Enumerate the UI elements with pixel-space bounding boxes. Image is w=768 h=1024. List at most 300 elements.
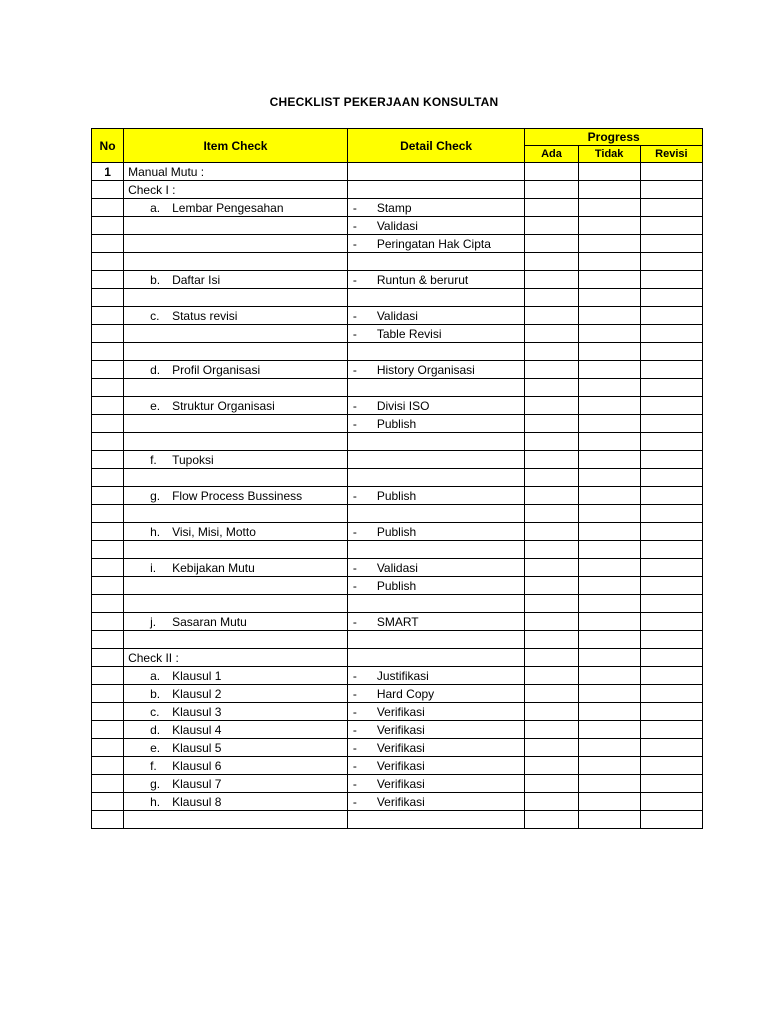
item-letter: c.: [150, 704, 160, 719]
table-row: [92, 757, 703, 775]
item-check-cell: [124, 289, 348, 307]
progress-tidak-cell[interactable]: [578, 361, 640, 379]
progress-ada-cell[interactable]: [525, 289, 578, 307]
table-row: [92, 253, 703, 271]
progress-ada-cell[interactable]: [525, 379, 578, 397]
detail-check-cell: [347, 343, 525, 361]
row-number: [92, 487, 124, 505]
item-letter: c.: [150, 308, 160, 323]
item-check-cell: [124, 775, 348, 793]
progress-tidak-cell[interactable]: [578, 415, 640, 433]
progress-ada-cell[interactable]: [525, 415, 578, 433]
row-number: [92, 739, 124, 757]
detail-check-cell: [347, 253, 525, 271]
table-row: [92, 487, 703, 505]
detail-label: Hard Copy: [376, 686, 435, 701]
row-number: [92, 271, 124, 289]
detail-check-cell: [347, 199, 525, 217]
progress-ada-cell[interactable]: [525, 775, 578, 793]
progress-revisi-cell[interactable]: [640, 379, 702, 397]
detail-label: Justifikasi: [376, 668, 429, 683]
detail-dash: -: [352, 200, 357, 215]
progress-ada-cell[interactable]: [525, 217, 578, 235]
progress-ada-cell[interactable]: [525, 433, 578, 451]
item-label: Klausul 6: [172, 758, 222, 773]
row-number: [92, 307, 124, 325]
progress-tidak-cell[interactable]: [578, 595, 640, 613]
progress-ada-cell[interactable]: [525, 325, 578, 343]
progress-ada-cell[interactable]: [525, 595, 578, 613]
item-letter: e.: [150, 398, 161, 413]
item-check-cell: [124, 163, 348, 181]
item-label: Klausul 3: [172, 704, 222, 719]
item-check-cell: [124, 505, 348, 523]
table-row: [92, 415, 703, 433]
detail-check-cell: [347, 649, 525, 667]
detail-label: Verifikasi: [376, 776, 425, 791]
item-check-cell: [124, 811, 348, 829]
item-label: Status revisi: [172, 308, 238, 323]
progress-revisi-cell[interactable]: [640, 361, 702, 379]
progress-tidak-cell[interactable]: [578, 397, 640, 415]
detail-dash: -: [352, 794, 357, 809]
progress-tidak-cell[interactable]: [578, 307, 640, 325]
item-check-cell: [124, 361, 348, 379]
progress-ada-cell[interactable]: [525, 577, 578, 595]
progress-ada-cell[interactable]: [525, 505, 578, 523]
detail-check-cell: [347, 469, 525, 487]
detail-dash: -: [352, 704, 357, 719]
table-row: [92, 433, 703, 451]
detail-label: Verifikasi: [376, 740, 425, 755]
table-row: [92, 793, 703, 811]
item-letter: f.: [150, 452, 157, 467]
item-check-cell: [124, 379, 348, 397]
progress-tidak-cell[interactable]: [578, 217, 640, 235]
item-check-cell: [124, 595, 348, 613]
progress-ada-cell[interactable]: [525, 307, 578, 325]
detail-check-cell: [347, 523, 525, 541]
section-label: Check I :: [128, 182, 176, 197]
progress-ada-cell[interactable]: [525, 613, 578, 631]
detail-label: Validasi: [376, 560, 418, 575]
progress-revisi-cell[interactable]: [640, 775, 702, 793]
progress-revisi-cell[interactable]: [640, 181, 702, 199]
progress-ada-cell[interactable]: [525, 703, 578, 721]
detail-check-cell: [347, 811, 525, 829]
row-number: [92, 181, 124, 199]
table-row: [92, 685, 703, 703]
item-label: Sasaran Mutu: [172, 614, 247, 629]
row-number: 1: [92, 163, 124, 181]
table-row: [92, 613, 703, 631]
detail-check-cell: [347, 271, 525, 289]
detail-label: SMART: [376, 614, 419, 629]
table-row: [92, 577, 703, 595]
item-letter: g.: [150, 776, 161, 791]
table-row: [92, 721, 703, 739]
item-check-cell: [124, 181, 348, 199]
item-letter: j.: [150, 614, 157, 629]
detail-check-cell: [347, 721, 525, 739]
progress-revisi-cell[interactable]: [640, 685, 702, 703]
row-number: [92, 523, 124, 541]
table-row: [92, 271, 703, 289]
progress-revisi-cell[interactable]: [640, 199, 702, 217]
progress-ada-cell[interactable]: [525, 199, 578, 217]
section-label: Check II :: [128, 650, 179, 665]
row-number: [92, 721, 124, 739]
progress-tidak-cell[interactable]: [578, 289, 640, 307]
item-label: Klausul 4: [172, 722, 222, 737]
progress-ada-cell[interactable]: [525, 361, 578, 379]
detail-label: Runtun & berurut: [376, 272, 469, 287]
row-number: [92, 235, 124, 253]
progress-ada-cell[interactable]: [525, 649, 578, 667]
progress-tidak-cell[interactable]: [578, 505, 640, 523]
progress-ada-cell[interactable]: [525, 451, 578, 469]
progress-tidak-cell[interactable]: [578, 667, 640, 685]
item-check-cell: [124, 739, 348, 757]
progress-tidak-cell[interactable]: [578, 811, 640, 829]
row-number: [92, 595, 124, 613]
item-check-cell: [124, 235, 348, 253]
item-check-cell: [124, 559, 348, 577]
progress-tidak-cell[interactable]: [578, 703, 640, 721]
row-number: [92, 289, 124, 307]
detail-label: Publish: [376, 578, 417, 593]
item-letter: g.: [150, 488, 161, 503]
detail-dash: -: [352, 488, 357, 503]
detail-check-cell: [347, 433, 525, 451]
detail-dash: -: [352, 272, 357, 287]
progress-tidak-cell[interactable]: [578, 685, 640, 703]
progress-ada-cell[interactable]: [525, 163, 578, 181]
progress-revisi-cell[interactable]: [640, 703, 702, 721]
progress-revisi-cell[interactable]: [640, 253, 702, 271]
section-label: Manual Mutu :: [128, 164, 205, 179]
item-check-cell: [124, 721, 348, 739]
row-number: [92, 757, 124, 775]
detail-check-cell: [347, 379, 525, 397]
progress-ada-cell[interactable]: [525, 343, 578, 361]
detail-check-cell: [347, 181, 525, 199]
progress-revisi-cell[interactable]: [640, 721, 702, 739]
row-number: [92, 685, 124, 703]
progress-tidak-cell[interactable]: [578, 451, 640, 469]
detail-check-cell: [347, 667, 525, 685]
table-row: [92, 703, 703, 721]
progress-revisi-cell[interactable]: [640, 217, 702, 235]
item-check-cell: [124, 217, 348, 235]
detail-check-cell: [347, 559, 525, 577]
progress-tidak-cell[interactable]: [578, 433, 640, 451]
progress-tidak-cell[interactable]: [578, 271, 640, 289]
detail-label: Verifikasi: [376, 794, 425, 809]
progress-ada-cell[interactable]: [525, 253, 578, 271]
detail-label: Publish: [376, 488, 417, 503]
detail-dash: -: [352, 524, 357, 539]
progress-tidak-cell[interactable]: [578, 181, 640, 199]
row-number: [92, 559, 124, 577]
progress-ada-cell[interactable]: [525, 469, 578, 487]
item-check-cell: [124, 613, 348, 631]
progress-tidak-cell[interactable]: [578, 235, 640, 253]
header-item-check: Item Check: [124, 129, 348, 163]
progress-ada-cell[interactable]: [525, 487, 578, 505]
header-detail-check: Detail Check: [347, 129, 525, 163]
item-check-cell: [124, 415, 348, 433]
progress-tidak-cell[interactable]: [578, 253, 640, 271]
progress-ada-cell[interactable]: [525, 811, 578, 829]
progress-ada-cell[interactable]: [525, 235, 578, 253]
progress-revisi-cell[interactable]: [640, 577, 702, 595]
item-check-cell: [124, 343, 348, 361]
item-check-cell: [124, 469, 348, 487]
progress-tidak-cell[interactable]: [578, 757, 640, 775]
table-row: [92, 649, 703, 667]
progress-ada-cell[interactable]: [525, 721, 578, 739]
table-row: [92, 505, 703, 523]
item-letter: a.: [150, 668, 161, 683]
progress-tidak-cell[interactable]: [578, 343, 640, 361]
detail-check-cell: [347, 217, 525, 235]
progress-revisi-cell[interactable]: [640, 325, 702, 343]
progress-revisi-cell[interactable]: [640, 523, 702, 541]
progress-revisi-cell[interactable]: [640, 757, 702, 775]
item-label: Klausul 5: [172, 740, 222, 755]
detail-dash: -: [352, 362, 357, 377]
detail-check-cell: [347, 451, 525, 469]
item-check-cell: [124, 757, 348, 775]
detail-label: Peringatan Hak Cipta: [376, 236, 491, 251]
item-check-cell: [124, 703, 348, 721]
item-letter: i.: [150, 560, 157, 575]
item-check-cell: [124, 307, 348, 325]
progress-tidak-cell[interactable]: [578, 613, 640, 631]
detail-dash: -: [352, 776, 357, 791]
progress-tidak-cell[interactable]: [578, 523, 640, 541]
progress-revisi-cell[interactable]: [640, 415, 702, 433]
progress-revisi-cell[interactable]: [640, 433, 702, 451]
detail-check-cell: [347, 361, 525, 379]
progress-ada-cell[interactable]: [525, 523, 578, 541]
item-letter: h.: [150, 524, 161, 539]
detail-label: Validasi: [376, 308, 418, 323]
progress-ada-cell[interactable]: [525, 559, 578, 577]
item-label: Kebijakan Mutu: [172, 560, 255, 575]
item-check-cell: [124, 649, 348, 667]
detail-check-cell: [347, 739, 525, 757]
header-no: No: [92, 129, 124, 163]
detail-dash: -: [352, 308, 357, 323]
row-number: [92, 343, 124, 361]
item-check-cell: [124, 685, 348, 703]
header-ada: Ada: [525, 146, 578, 163]
detail-label: Publish: [376, 524, 417, 539]
progress-ada-cell[interactable]: [525, 757, 578, 775]
detail-check-cell: [347, 235, 525, 253]
progress-revisi-cell[interactable]: [640, 505, 702, 523]
progress-revisi-cell[interactable]: [640, 631, 702, 649]
progress-revisi-cell[interactable]: [640, 163, 702, 181]
item-check-cell: [124, 451, 348, 469]
item-letter: a.: [150, 200, 161, 215]
row-number: [92, 631, 124, 649]
row-number: [92, 199, 124, 217]
table-row: [92, 541, 703, 559]
item-check-cell: [124, 577, 348, 595]
item-check-cell: [124, 397, 348, 415]
item-letter: f.: [150, 758, 157, 773]
detail-check-cell: [347, 541, 525, 559]
table-row: [92, 523, 703, 541]
progress-revisi-cell[interactable]: [640, 739, 702, 757]
row-number: [92, 253, 124, 271]
progress-ada-cell[interactable]: [525, 685, 578, 703]
progress-revisi-cell[interactable]: [640, 451, 702, 469]
item-label: Lembar Pengesahan: [172, 200, 284, 215]
detail-check-cell: [347, 757, 525, 775]
table-row: [92, 775, 703, 793]
progress-revisi-cell[interactable]: [640, 487, 702, 505]
table-row: [92, 451, 703, 469]
table-row: [92, 595, 703, 613]
item-letter: h.: [150, 794, 161, 809]
detail-check-cell: [347, 613, 525, 631]
row-number: [92, 451, 124, 469]
detail-label: Verifikasi: [376, 758, 425, 773]
row-number: [92, 469, 124, 487]
progress-tidak-cell[interactable]: [578, 559, 640, 577]
progress-tidak-cell[interactable]: [578, 775, 640, 793]
progress-revisi-cell[interactable]: [640, 595, 702, 613]
detail-dash: -: [352, 578, 357, 593]
progress-revisi-cell[interactable]: [640, 649, 702, 667]
item-label: Profil Organisasi: [172, 362, 261, 377]
header-progress: Progress: [525, 129, 703, 146]
progress-ada-cell[interactable]: [525, 397, 578, 415]
progress-ada-cell[interactable]: [525, 181, 578, 199]
progress-tidak-cell[interactable]: [578, 577, 640, 595]
progress-tidak-cell[interactable]: [578, 793, 640, 811]
progress-tidak-cell[interactable]: [578, 631, 640, 649]
row-number: [92, 379, 124, 397]
detail-check-cell: [347, 505, 525, 523]
progress-revisi-cell[interactable]: [640, 667, 702, 685]
table-row: [92, 325, 703, 343]
row-number: [92, 667, 124, 685]
row-number: [92, 397, 124, 415]
row-number: [92, 415, 124, 433]
item-check-cell: [124, 433, 348, 451]
item-label: Klausul 2: [172, 686, 222, 701]
progress-revisi-cell[interactable]: [640, 343, 702, 361]
table-row: [92, 559, 703, 577]
progress-revisi-cell[interactable]: [640, 469, 702, 487]
progress-revisi-cell[interactable]: [640, 289, 702, 307]
progress-tidak-cell[interactable]: [578, 163, 640, 181]
progress-ada-cell[interactable]: [525, 667, 578, 685]
document-title: CHECKLIST PEKERJAAN KONSULTAN: [269, 95, 499, 109]
progress-tidak-cell[interactable]: [578, 739, 640, 757]
item-label: Visi, Misi, Motto: [172, 524, 256, 539]
progress-revisi-cell[interactable]: [640, 397, 702, 415]
table-header: [92, 129, 703, 163]
detail-check-cell: [347, 397, 525, 415]
item-letter: b.: [150, 686, 161, 701]
progress-tidak-cell[interactable]: [578, 199, 640, 217]
progress-revisi-cell[interactable]: [640, 559, 702, 577]
table-row: [92, 667, 703, 685]
progress-tidak-cell[interactable]: [578, 469, 640, 487]
detail-dash: -: [352, 218, 357, 233]
detail-label: Verifikasi: [376, 704, 425, 719]
progress-revisi-cell[interactable]: [640, 307, 702, 325]
row-number: [92, 541, 124, 559]
table-body: [92, 163, 703, 829]
progress-ada-cell[interactable]: [525, 739, 578, 757]
item-label: Klausul 8: [172, 794, 222, 809]
progress-revisi-cell[interactable]: [640, 271, 702, 289]
detail-check-cell: [347, 487, 525, 505]
progress-ada-cell[interactable]: [525, 631, 578, 649]
progress-revisi-cell[interactable]: [640, 541, 702, 559]
progress-revisi-cell[interactable]: [640, 613, 702, 631]
row-number: [92, 613, 124, 631]
progress-tidak-cell[interactable]: [578, 379, 640, 397]
row-number: [92, 433, 124, 451]
item-label: Flow Process Bussiness: [172, 488, 303, 503]
item-check-cell: [124, 271, 348, 289]
header-revisi: Revisi: [640, 146, 702, 163]
progress-ada-cell[interactable]: [525, 793, 578, 811]
detail-dash: -: [352, 416, 357, 431]
item-check-cell: [124, 487, 348, 505]
row-number: [92, 325, 124, 343]
detail-dash: -: [352, 740, 357, 755]
progress-ada-cell[interactable]: [525, 271, 578, 289]
detail-dash: -: [352, 398, 357, 413]
progress-tidak-cell[interactable]: [578, 487, 640, 505]
item-label: Klausul 1: [172, 668, 222, 683]
progress-revisi-cell[interactable]: [640, 811, 702, 829]
table-row: [92, 397, 703, 415]
item-letter: b.: [150, 272, 161, 287]
progress-tidak-cell[interactable]: [578, 649, 640, 667]
progress-revisi-cell[interactable]: [640, 793, 702, 811]
detail-dash: -: [352, 614, 357, 629]
progress-ada-cell[interactable]: [525, 541, 578, 559]
item-label: Tupoksi: [172, 452, 214, 467]
progress-tidak-cell[interactable]: [578, 721, 640, 739]
row-number: [92, 811, 124, 829]
progress-revisi-cell[interactable]: [640, 235, 702, 253]
item-check-cell: [124, 199, 348, 217]
row-number: [92, 775, 124, 793]
detail-check-cell: [347, 307, 525, 325]
progress-tidak-cell[interactable]: [578, 541, 640, 559]
progress-tidak-cell[interactable]: [578, 325, 640, 343]
row-number: [92, 577, 124, 595]
item-letter: d.: [150, 722, 161, 737]
item-letter: d.: [150, 362, 161, 377]
detail-dash: -: [352, 686, 357, 701]
table-row: [92, 235, 703, 253]
detail-check-cell: [347, 775, 525, 793]
row-number: [92, 703, 124, 721]
table-row: [92, 739, 703, 757]
